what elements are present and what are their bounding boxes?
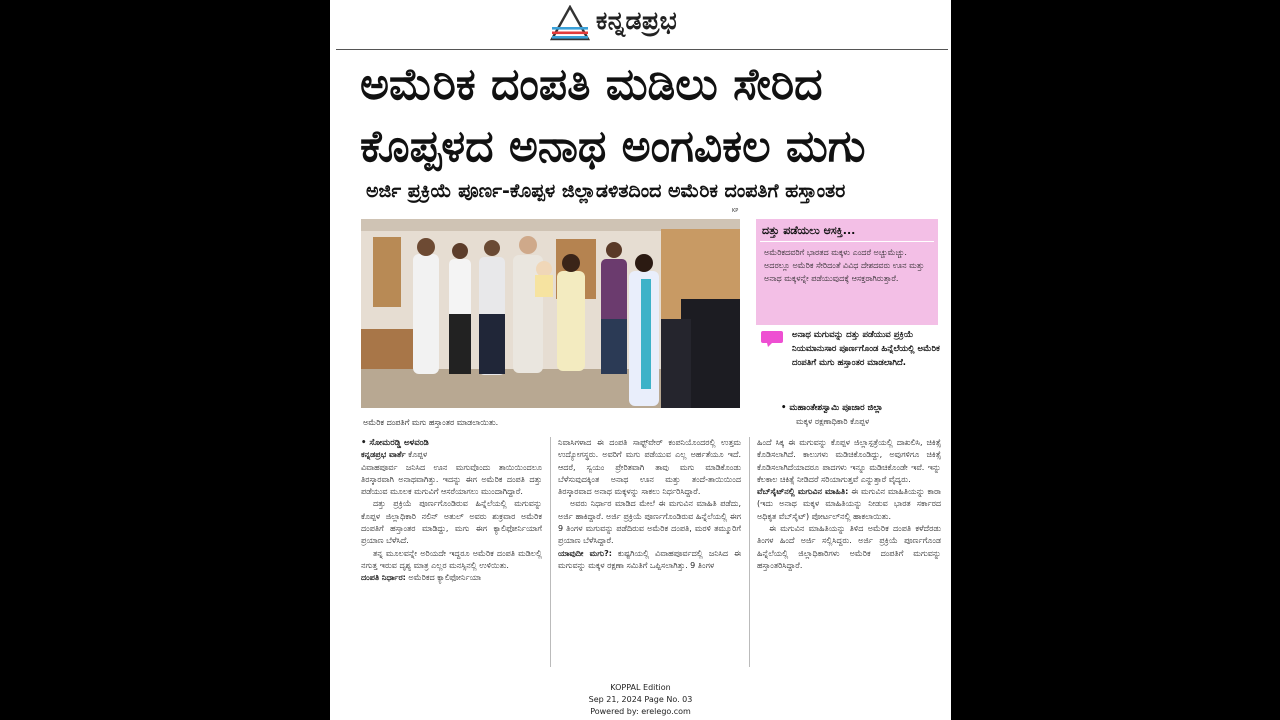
news-photo <box>361 219 740 408</box>
sidebar-box-divider <box>760 241 934 242</box>
article-paragraph: ಹಿಂದೆ ಸಿಕ್ಕ ಈ ಮಗುವನ್ನು ಕೊಪ್ಪಳ ಜಿಲ್ಲಾಸ್ಪತ್ರೆಯಲ್ಲಿ ದಾಖಲಿಸಿ, ಚಿಕಿತ್ಸೆ ಕೊಡಿಸಲಾಗಿದೆ. ಕಾಲುಗಳು ಮಡಿಚಿಕೊಂಡಿದ್ದು, ಅವುಗಳಿಗೂ ಚಿಕಿತ್ಸೆ ಕೊಡಿಸಲಾಗಿದೆಯಾದರೂ ಪಾದಗಳು ಇನ್ನೂ ಮಡಿಚಿಕೊಂಡೇ ಇವೆ. ಇನ್ನು ಕೆಲಕಾಲ ಚಿಕಿತ್ಸೆ ನೀಡಿದರೆ ಸರಿಯಾಗುತ್ತವೆ ಎನ್ನುತ್ತಾರೆ ವೈದ್ಯರು. <box>757 438 941 484</box>
article-dateline <box>361 449 542 461</box>
article-column-2 <box>558 437 741 669</box>
headline-line-2: ಕೊಪ್ಪಳದ ಅನಾಥ ಅಂಗವಿಕಲ ಮಗು <box>360 121 866 172</box>
speech-bubble-icon <box>760 330 784 348</box>
article-subhead-text: ಈ ಮಗುವಿನ ಮಾಹಿತಿಯನ್ನು ಕಾರಾ (ಇದು ಅನಾಥ ಮಕ್ಕಳ ಮಾಹಿತಿಯನ್ನು ನೀಡುವ ಭಾರತ ಸರ್ಕಾರದ ಅಧಿಕೃತ ವೆಬ್‌ಸೈಟ್) ಪೋರ್ಟಲ್‌ನಲ್ಲಿ ಹಾಕಲಾಯಿತು. <box>757 487 941 521</box>
pull-quote-author <box>781 403 883 413</box>
article-column-1 <box>361 437 542 669</box>
dateline-place: ಕೊಪ್ಪಳ <box>405 450 428 460</box>
pull-quote-author-name: • ಮಹಾಂತೇಶಸ್ವಾಮಿ ಪೂಜಾರ ಜಿಲ್ಲಾ <box>781 403 883 413</box>
sidebar-box-text: ಅಮೆರಿಕದವರಿಗೆ ಭಾರತದ ಮಕ್ಕಳು ಎಂದರೆ ಅಚ್ಚುಮೆಚ್ಚು. ಅದರಲ್ಲೂ ಅಮೆರಿಕ ಸೇರಿದಂತೆ ವಿವಿಧ ದೇಶದವರು ಊನ ಮತ್ತು ಅನಾಥ ಮಕ್ಕಳನ್ನೇ ಪಡೆಯುವುದಕ್ಕೆ ಆಸಕ್ತರಾಗಿರುತ್ತಾರೆ. <box>764 248 925 283</box>
footer-date-page: Sep 21, 2024 Page No. 03 <box>588 695 693 704</box>
pull-quote-author-role: ಮಕ್ಕಳ ರಕ್ಷಣಾಧಿಕಾರಿ ಕೊಪ್ಪಳ <box>796 417 870 426</box>
masthead-title: ಕನ್ನಡಪ್ರಭ <box>596 6 678 35</box>
footer-powered-by[interactable]: Powered by: erelego.com <box>590 707 691 716</box>
article-paragraph: ಈ ಮಗುವಿನ ಮಾಹಿತಿಯನ್ನು ತಿಳಿದ ಅಮೆರಿಕ ದಂಪತಿ ಕಳೆದೆರಡು ತಿಂಗಳ ಹಿಂದೆ ಅರ್ಜಿ ಸಲ್ಲಿಸಿದ್ದರು. ಅರ್ಜಿ ಪ್ರಕ್ರಿಯೆ ಪೂರ್ಣಗೊಂಡ ಹಿನ್ನೆಲೆಯಲ್ಲಿ ಜಿಲ್ಲಾಧಿಕಾರಿಗಳು ಅಮೆರಿಕ ದಂಪತಿಗೆ ಮಗುವನ್ನು ಹಸ್ತಾಂತರಿಸಿದ್ದಾರೆ. <box>757 524 941 570</box>
group-photo-image <box>361 219 740 408</box>
masthead <box>330 0 951 50</box>
footer-edition: KOPPAL Edition <box>610 683 671 692</box>
article-byline: • ಸೋಮರಡ್ಡಿ ಅಳವಂಡಿ <box>361 438 429 448</box>
headline-line-1: ಅಮೆರಿಕ ದಂಪತಿ ಮಡಿಲು ಸೇರಿದ <box>360 59 823 110</box>
masthead-divider <box>336 49 948 50</box>
article-subhead: ದಂಪತಿ ನಿರ್ಧಾರ: <box>361 573 406 583</box>
article-subhead: ಯಾವುದೀ ಮಗು?: <box>558 548 612 558</box>
article-subhead-text: ಕುಷ್ಟಗಿಯಲ್ಲಿ ವಿವಾಹಪೂರ್ವದಲ್ಲಿ ಜನಿಸಿದ ಈ ಮಗುವನ್ನು ಮಕ್ಕಳ ರಕ್ಷಣಾ ಸಮಿತಿಗೆ ಒಪ್ಪಿಸಲಾಗಿತ್ತು. 9 ತಿಂಗಳ <box>558 548 741 570</box>
article-paragraph: ತನ್ನ ಮೂಲವನ್ನೇ ಅರಿಯದೇ ಇದ್ದರೂ ಅಮೆರಿಕ ದಂಪತಿ ಮಡಿಲಲ್ಲಿ ನಗುತ್ತ ಇರುವ ದೃಶ್ಯ ಮಾತ್ರ ಎಲ್ಲರ ಮನಸ್ಸಿನಲ್ಲಿ ಉಳಿಯಿತು. <box>361 548 542 570</box>
article-paragraph: ದತ್ತು ಪ್ರಕ್ರಿಯೆ ಪೂರ್ಣಗೊಂಡಿರುವ ಹಿನ್ನೆಲೆಯಲ್ಲಿ ಮಗುವನ್ನು ಕೊಪ್ಪಳ ಜಿಲ್ಲಾಧಿಕಾರಿ ನಲಿನ್ ಅತುಲ್ ಅವರು ಶುಕ್ರವಾರ ಅಮೆರಿಕ ದಂಪತಿಗೆ ಹಸ್ತಾಂತರ ಮಾಡಿದ್ದು, ಮಗು ಈಗ ಕ್ಯಾಲಿಫೋರ್ನಿಯಾಗೆ ಪ್ರಯಾಣ ಬೆಳೆಸಿದೆ. <box>361 499 542 546</box>
column-divider <box>749 437 750 667</box>
newspaper-page <box>330 0 951 720</box>
photo-credit-tag: KP <box>732 208 739 214</box>
article-paragraph: ವಿವಾಹಪೂರ್ವ ಜನಿಸಿದ ಊನ ಮಗುವೊಂದು ತಾಯಿಯಿಂದಲೂ ತಿರಸ್ಕಾರವಾಗಿ ಅನಾಥವಾಗಿತ್ತು. ಇದನ್ನು ಈಗ ಅಮೆರಿಕ ದಂಪತಿ ದತ್ತು ಪಡೆಯುವ ಮೂಲಕ ಮಗುವಿಗೆ ಆಸರೆಯಾಗಲು ಮುಂದಾಗಿದ್ದಾರೆ. <box>361 462 542 497</box>
pull-quote-text: ಅನಾಥ ಮಗುವನ್ನು ದತ್ತು ಪಡೆಯುವ ಪ್ರಕ್ರಿಯೆ ನಿಯಮಾನುಸಾರ ಪೂರ್ಣಗೊಂಡ ಹಿನ್ನೆಲೆಯಲ್ಲಿ ಅಮೆರಿಕ ದಂಪತಿಗೆ ಮಗು ಹಸ್ತಾಂತರ ಮಾಡಲಾಗಿದೆ. <box>792 330 940 368</box>
sidebar-box-title: ದತ್ತು ಪಡೆಯಲು ಆಸಕ್ತಿ... <box>762 224 856 237</box>
kannadaprabha-logo-icon <box>548 5 592 41</box>
article-column-3 <box>757 437 941 669</box>
dateline-source: ಕನ್ನಡಪ್ರಭ ವಾರ್ತೆ <box>361 450 406 460</box>
article-paragraph <box>558 548 741 573</box>
sidebar-box <box>756 219 938 325</box>
article-subhead: ವೆಬ್‌ಸೈಟ್‌ನಲ್ಲಿ ಮಗುವಿನ ಮಾಹಿತಿ: <box>757 487 849 497</box>
article-paragraph <box>757 486 941 523</box>
article-paragraph: ಅವರು ನಿರ್ಧಾರ ಮಾಡಿದ ಮೇಲೆ ಈ ಮಗುವಿನ ಮಾಹಿತಿ ಪಡೆದು, ಅರ್ಜಿ ಹಾಕಿದ್ದಾರೆ. ಅರ್ಜಿ ಪ್ರಕ್ರಿಯೆ ಪೂರ್ಣಗೊಂಡಿರುವ ಹಿನ್ನೆಲೆಯಲ್ಲಿ ಈಗ 9 ತಿಂಗಳ ಮಗುವನ್ನು ಪಡೆದಿರುವ ಅಮೆರಿಕ ದಂಪತಿ, ಮರಳಿ ತಮ್ಮೂರಿಗೆ ಪ್ರಯಾಣ ಬೆಳೆಸಿದ್ದಾರೆ. <box>558 499 741 546</box>
article-subhead-text: ಅಮೆರಿಕದ ಕ್ಯಾಲಿಫೋರ್ನಿಯಾ <box>405 573 482 583</box>
subheadline: ಅರ್ಜಿ ಪ್ರಕ್ರಿಯೆ ಪೂರ್ಣ-ಕೊಪ್ಪಳ ಜಿಲ್ಲಾಡಳಿತದಿಂದ ಅಮೆರಿಕ ದಂಪತಿಗೆ ಹಸ್ತಾಂತರ <box>366 180 846 202</box>
column-divider <box>550 437 551 667</box>
page-footer <box>330 682 951 718</box>
article-paragraph: ನಿವಾಸಿಗಳಾದ ಈ ದಂಪತಿ ಸಾಫ್ಟ್‌ವೇರ್ ಕಂಪನಿಯೊಂದರಲ್ಲಿ ಉತ್ತಮ ಉದ್ಯೋಗಸ್ಥರು. ಅವರಿಗೆ ಮಗು ಪಡೆಯುವ ಎಲ್ಲ ಅರ್ಹತೆಯೂ ಇದೆ. ಆದರೆ, ಸ್ವಯಂ ಪ್ರೇರಿತವಾಗಿ ತಾವು ಮಗು ಮಾಡಿಕೊಂಡು ಬೆಳೆಸುವುದಕ್ಕಿಂತ ಅನಾಥ ಊನ ಮತ್ತು ತಂದೆ-ತಾಯಿಯಿಂದ ತಿರಸ್ಕಾರವಾದ ಅನಾಥ ಮಕ್ಕಳನ್ನು ಸಾಕಲು ನಿರ್ಧರಿಸಿದ್ದಾರೆ. <box>558 438 741 497</box>
article-paragraph <box>361 572 542 584</box>
headline <box>360 58 940 174</box>
photo-caption: ಅಮೆರಿಕ ದಂಪತಿಗೆ ಮಗು ಹಸ್ತಾಂತರ ಮಾಡಲಾಯಿತು. <box>363 418 499 427</box>
